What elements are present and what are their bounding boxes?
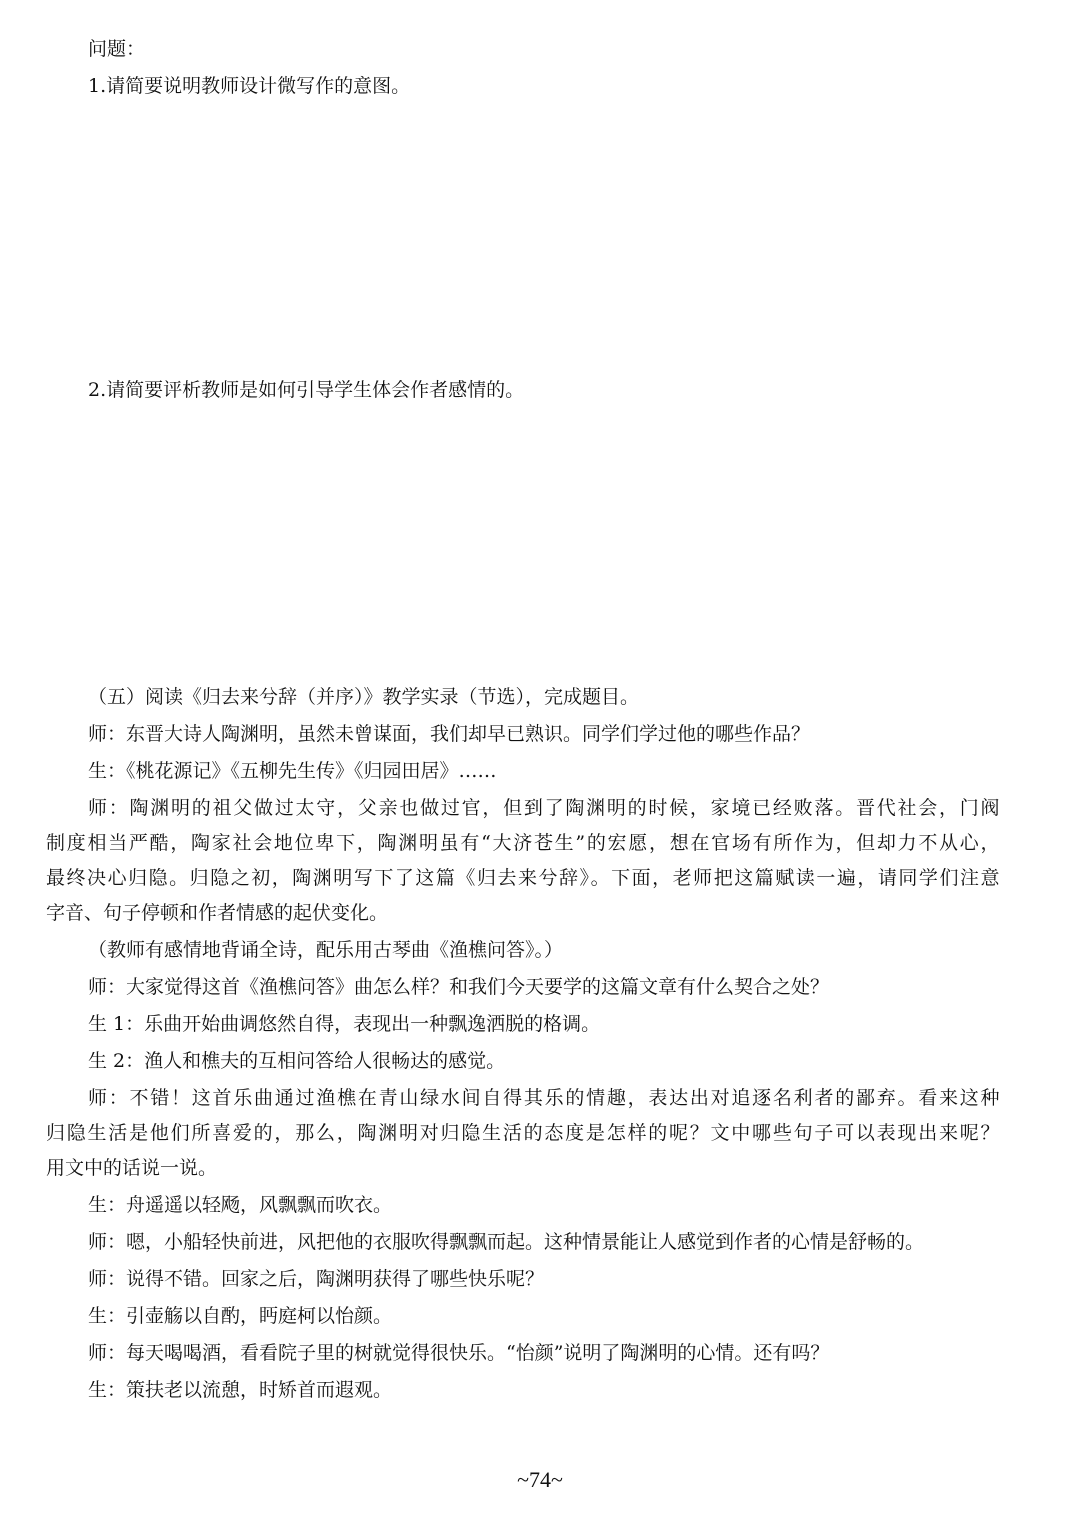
page-number: ~74~ [517, 1467, 563, 1492]
passage-line: 师：说得不错。回家之后，陶渊明获得了哪些快乐呢？ [88, 1268, 545, 1290]
passage-line: 师：不错！这首乐曲通过渔樵在青山绿水间自得其乐的情趣，表达出对追逐名利者的鄙弃。看来这种 [88, 1087, 1000, 1109]
passage-line: 生 2：渔人和樵夫的互相问答给人很畅达的感觉。 [88, 1050, 506, 1072]
passage-line: 生 1：乐曲开始曲调悠然自得，表现出一种飘逸洒脱的格调。 [88, 1013, 601, 1035]
passage-line: 最终决心归隐。归隐之初，陶渊明写下了这篇《归去来兮辞》。下面，老师把这篇赋读一遍，请同学们注意 [46, 867, 1000, 889]
passage-line: 生：策扶老以流憩，时矫首而遐观。 [88, 1379, 393, 1401]
passage-line: 生：《桃花源记》《五柳先生传》《归园田居》…… [88, 760, 497, 782]
passage-line: 生：引壶觞以自酌，眄庭柯以怡颜。 [88, 1305, 393, 1327]
passage-title: （五）阅读《归去来兮辞（并序）》教学实录（节选），完成题目。 [88, 686, 640, 708]
passage-line: 师：东晋大诗人陶渊明，虽然未曾谋面，我们却早已熟识。同学们学过他的哪些作品？ [88, 723, 811, 745]
passage-line: （教师有感情地背诵全诗，配乐用古琴曲《渔樵问答》。） [88, 939, 564, 961]
questions-label: 问题： [88, 38, 146, 60]
passage-line: 用文中的话说一说。 [46, 1157, 218, 1179]
passage-line: 制度相当严酷，陶家社会地位卑下，陶渊明虽有“大济苍生”的宏愿，想在官场有所作为，但却力不从心， [46, 832, 1000, 854]
passage-line: 师：陶渊明的祖父做过太守，父亲也做过官，但到了陶渊明的时候，家境已经败落。晋代社会，门阀 [88, 797, 1000, 819]
passage-line: 字音、句子停顿和作者情感的起伏变化。 [46, 902, 389, 924]
passage-line: 师：嗯，小船轻快前进，风把他的衣服吹得飘飘而起。这种情景能让人感觉到作者的心情是舒畅的。 [88, 1231, 925, 1253]
passage-line: 师：大家觉得这首《渔樵问答》曲怎么样？和我们今天要学的这篇文章有什么契合之处？ [88, 976, 830, 998]
passage-line: 归隐生活是他们所喜爱的，那么，陶渊明对归隐生活的态度是怎样的呢？文中哪些句子可以表现出来呢？ [46, 1122, 1000, 1144]
passage-line: 师：每天喝喝酒，看看院子里的树就觉得很快乐。“怡颜”说明了陶渊明的心情。还有吗？ [88, 1342, 830, 1364]
question-1: 1.请简要说明教师设计微写作的意图。 [88, 75, 411, 97]
question-2: 2.请简要评析教师是如何引导学生体会作者感情的。 [88, 379, 525, 401]
passage-line: 生：舟遥遥以轻飏，风飘飘而吹衣。 [88, 1194, 393, 1216]
